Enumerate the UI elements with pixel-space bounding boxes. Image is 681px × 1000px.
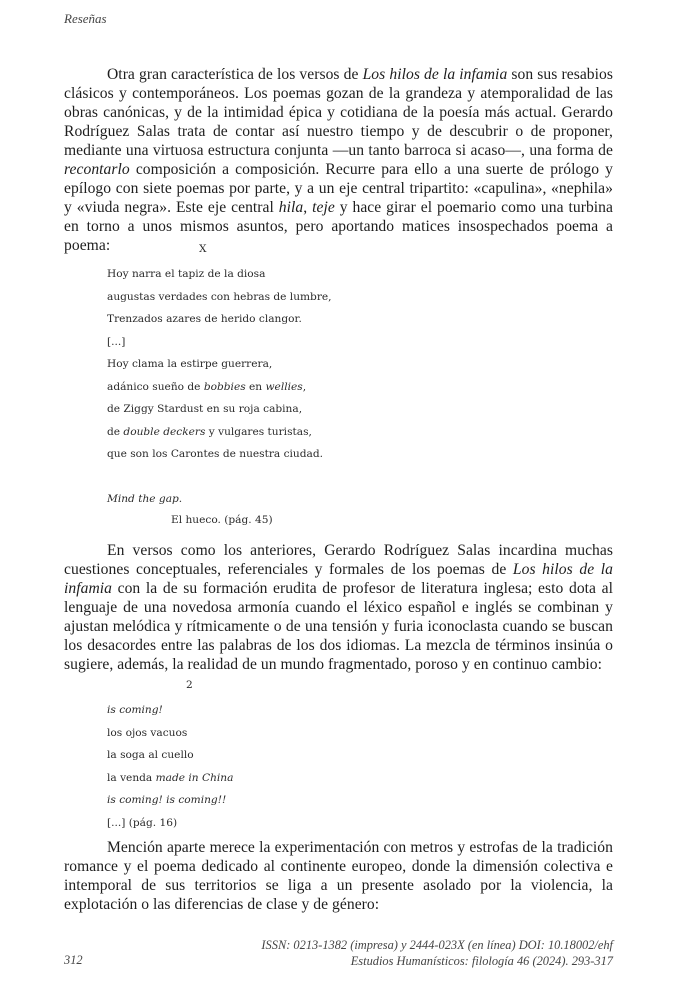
italic-term: teje: [312, 199, 335, 216]
issn-line: ISSN: 0213-1382 (impresa) y 2444-023X (en línea) DOI: 10.18002/ehf: [261, 938, 613, 952]
italic-term: made in China: [155, 771, 234, 784]
book-title: Los hilos de la infamia: [362, 66, 508, 83]
verse-line: is coming!: [107, 704, 163, 716]
italic-term: bobbies: [203, 380, 246, 393]
journal-line: Estudios Humanísticos: filología 46 (2024). 293-317: [350, 954, 613, 968]
book-title: Los hilos de la infamia: [64, 561, 613, 597]
verse-line: los ojos vacuos: [107, 726, 188, 739]
verse-line: Trenzados azares de herido clangor.: [107, 313, 302, 325]
text: ,: [302, 380, 307, 393]
verse-line: Mind the gap.: [107, 492, 183, 505]
italic-term: recontarlo: [64, 161, 130, 178]
paragraph-1: [64, 65, 613, 255]
text: y hace girar el poemario como una turbina en torno a unos mismos asuntos, pero aportando matices insospechados poema a poema:: [64, 199, 613, 254]
text: en: [245, 380, 266, 393]
poem-quote-2: [107, 699, 233, 834]
italic-term: hila: [278, 199, 304, 216]
poem-number: X: [199, 243, 207, 255]
italic-term: double deckers: [123, 425, 206, 438]
text: Otra gran característica de los versos de: [107, 66, 363, 83]
verse-line: [...]: [107, 335, 126, 348]
running-header: Reseñas: [64, 11, 107, 26]
text: ,: [303, 199, 313, 216]
stanza-gap: [107, 466, 332, 488]
paragraph-3: Mención aparte merece la experimentación con metros y estrofas de la tradición romance y el poema dedicado al continente europeo, donde la dimensión colectiva e intemporal de sus territorios se liga a un presente asolado por la violencia, la explotación o las diferencias de clase y de género:: [64, 839, 613, 913]
page-footer: [261, 937, 613, 969]
italic-term: wellies: [265, 380, 303, 393]
paragraph-2: [64, 541, 613, 674]
poem-attribution: El hueco. (pág. 45): [171, 514, 273, 526]
verse-line: la soga al cuello: [107, 749, 194, 761]
verse-line: augustas verdades con hebras de lumbre,: [107, 290, 332, 303]
poem-quote-1: [107, 263, 332, 510]
text: con la de su formación erudita de profesor de literatura inglesa; esto dota al lenguaje de una novedosa armonía cuando el léxico español e inglés se combinan y ajustan melódica y rítmicamente o de una tensión y furia iconoclasta cuando se buscan los desacordes entre las palabras de los dos idiomas. La mezcla de términos insinúa o sugiere, además, la realidad de un mundo fragmentado, poroso y en continuo cambio:: [64, 580, 613, 673]
poem-number: 2: [186, 679, 193, 691]
verse-line: [107, 421, 332, 444]
verse-line: Hoy narra el tapiz de la diosa: [107, 268, 266, 280]
text: la venda: [107, 771, 156, 784]
verse-line: [107, 376, 332, 399]
verse-line: Hoy clama la estirpe guerrera,: [107, 358, 273, 370]
page-number: 312: [64, 953, 83, 967]
text: y vulgares turistas,: [205, 425, 312, 438]
verse-line: [...] (pág. 16): [107, 816, 178, 829]
text: son sus resabios clásicos y contemporáneos. Los poemas gozan de la grandeza y atemporalidad de las obras canónicas, y de la intimidad épica y cotidiana de la poesía más actual. Gerardo Rodríguez Salas trata de contar así nuestro tiempo y de descubrir o de proponer, mediante una virtuosa estructura conjunta —un tanto barroca si acaso—, una forma de: [64, 66, 613, 159]
text: composición a composición. Recurre para ello a una suerte de prólogo y epílogo con siete poemas por parte, y a un eje central tripartito: «capulina», «nephila» y «viuda negra». Este eje central: [64, 161, 613, 216]
verse-line: que son los Carontes de nuestra ciudad.: [107, 448, 323, 460]
text: En versos como los anteriores, Gerardo Rodríguez Salas incardina muchas cuestiones conceptuales, referenciales y formales de los poemas de: [64, 542, 613, 578]
verse-line: is coming! is coming!!: [107, 794, 227, 806]
text: adánico sueño de: [107, 380, 204, 393]
verse-line: [107, 767, 233, 790]
text: de: [107, 425, 124, 438]
verse-line: de Ziggy Stardust en su roja cabina,: [107, 403, 303, 415]
